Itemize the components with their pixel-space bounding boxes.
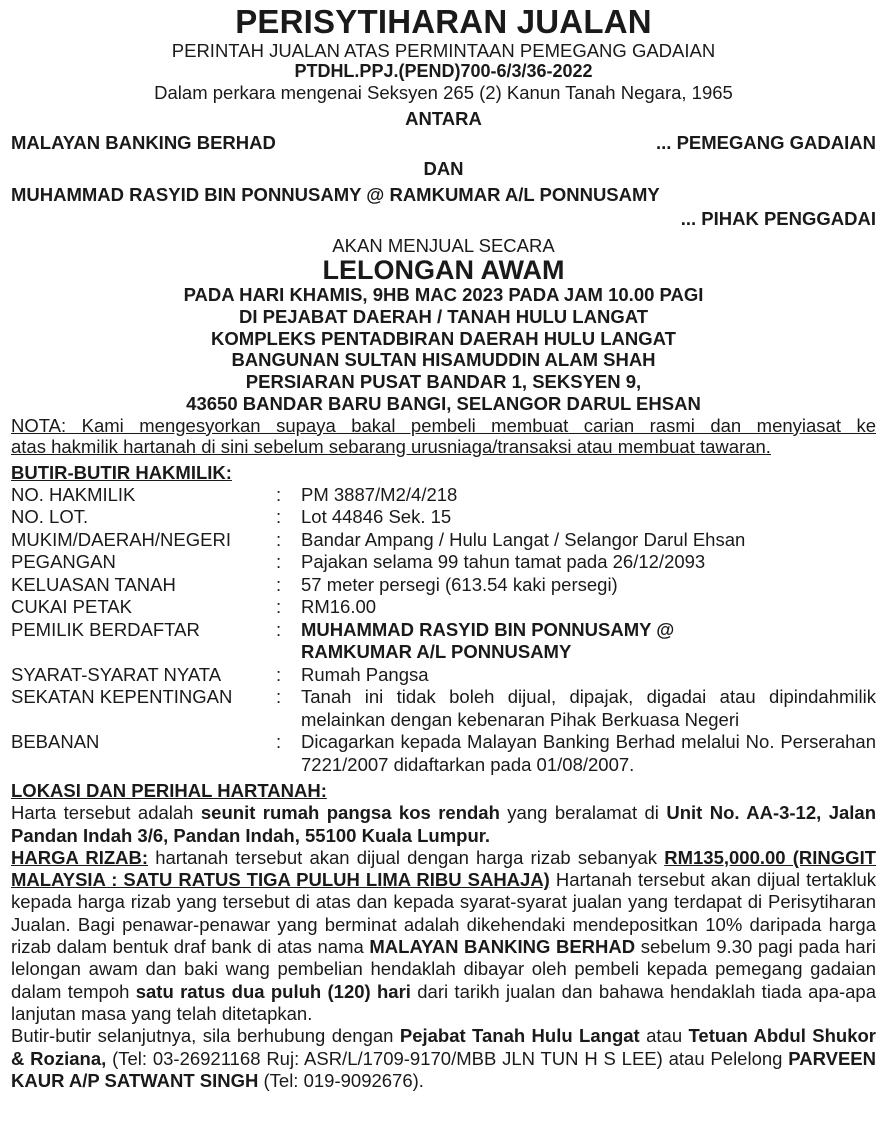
title-details-table	[11, 484, 876, 777]
note-line: NOTA: Kami mengesyorkan supaya bakal pembeli membuat carian rasmi dan menyiasat ke	[11, 414, 876, 436]
detail-colon: :	[276, 551, 282, 573]
auction-title: LELONGAN AWAM	[322, 255, 565, 285]
detail-row	[11, 619, 876, 664]
detail-row	[11, 484, 876, 507]
reserve-text: sebelum 9.30 pagi pada hari lelongan awam dan baki wang pembelian hendaklah dibayar oleh pembeli kepada pemegang gadaian dalam tempoh	[11, 936, 876, 1002]
detail-row	[11, 529, 876, 552]
contact-paragraph	[11, 1025, 876, 1092]
reserve-price-label: HARGA RIZAB:	[11, 846, 149, 868]
detail-row	[11, 506, 876, 529]
chargor-name: MUHAMMAD RASYID BIN PONNUSAMY @ RAMKUMAR A/L PONNUSAMY	[11, 184, 660, 205]
contact-text: Butir-butir selanjutnya, sila berhubung dengan	[11, 1025, 400, 1047]
deposit-payee: MALAYAN BANKING BERHAD	[369, 936, 636, 958]
venue-line: PERSIARAN PUSAT BANDAR 1, SEKSYEN 9,	[245, 371, 642, 393]
detail-label: NO. LOT.	[11, 506, 89, 528]
solicitor-firm: Tetuan Abdul Shukor & Roziana,	[11, 1025, 876, 1069]
detail-label: PEGANGAN	[11, 551, 116, 573]
detail-colon: :	[276, 573, 282, 595]
chargee-name: MALAYAN BANKING BERHAD	[11, 132, 276, 153]
detail-value: RM16.00	[301, 596, 377, 618]
detail-value: PM 3887/M2/4/218	[301, 483, 458, 505]
detail-label: SYARAT-SYARAT NYATA	[11, 663, 222, 685]
sell-line: AKAN MENJUAL SECARA	[332, 235, 555, 256]
detail-label: MUKIM/DAERAH/NEGERI	[11, 528, 231, 550]
property-address: Unit No. AA-3-12, Jalan Pandan Indah 3/6, Pandan Indah, 55100 Kuala Lumpur.	[11, 802, 876, 846]
chargee-row	[11, 131, 876, 155]
note	[11, 415, 876, 457]
detail-label: NO. HAKMILIK	[11, 483, 136, 505]
reference-number: PTDHL.PPJ.(PEND)700-6/3/36-2022	[294, 61, 593, 81]
detail-label: CUKAI PETAK	[11, 596, 132, 618]
property-type: seunit rumah pangsa kos rendah	[200, 802, 500, 824]
venue-line: KOMPLEKS PENTADBIRAN DAERAH HULU LANGAT	[211, 327, 676, 349]
detail-row	[11, 664, 876, 687]
detail-row	[11, 574, 876, 597]
reserve-text: hartanah tersebut akan dijual dengan harga rizab sebanyak	[148, 846, 665, 868]
venue-line: DI PEJABAT DAERAH / TANAH HULU LANGAT	[238, 305, 649, 327]
detail-colon: :	[276, 528, 282, 550]
detail-label: KELUASAN TANAH	[11, 573, 176, 595]
owner-line: MUHAMMAD RASYID BIN PONNUSAMY @	[301, 618, 675, 640]
detail-row	[11, 596, 876, 619]
reserve-price-paragraph	[11, 847, 876, 1025]
registered-owner-value	[301, 619, 876, 664]
location-paragraph	[11, 802, 876, 847]
detail-label: BEBANAN	[11, 731, 100, 753]
venue-line: 43650 BANDAR BARU BANGI, SELANGOR DARUL EHSAN	[186, 392, 701, 414]
detail-colon: :	[276, 506, 282, 528]
location-text: Harta tersebut adalah	[11, 802, 201, 824]
antara-label: ANTARA	[405, 108, 482, 129]
act-reference: Dalam perkara mengenai Seksyen 265 (2) Kanun Tanah Negara, 1965	[154, 82, 733, 103]
detail-colon: :	[276, 731, 282, 753]
detail-colon: :	[276, 483, 282, 505]
detail-row	[11, 731, 876, 776]
reserve-text: dari tarikh jualan dan bahawa hendaklah tiada apa-apa lanjutan masa yang telah ditetapkan.	[11, 980, 877, 1024]
auctioneer-name: PARVEEN KAUR A/P SATWANT SINGH	[11, 1047, 876, 1091]
contact-text: atau	[639, 1025, 689, 1047]
notice-title: PERISYTIHARAN JUALAN	[235, 3, 652, 40]
reserve-text: Hartanah tersebut akan dijual tertakluk kepada harga rizab yang tersebut di atas dan kepada syarat-syarat jualan yang terdapat di Perisytiharan Jualan. Bagi penawar-penawar yang berminat adalah dikehendaki mendepositkan 10% daripada harga rizab dalam bentuk draf bank di atas nama	[11, 869, 876, 958]
auction-venue	[11, 284, 876, 415]
contact-text: (Tel: 019-9092676).	[258, 1069, 424, 1091]
detail-value: Pajakan selama 99 tahun tamat pada 26/12/2093	[301, 551, 706, 573]
location-heading: LOKASI DAN PERIHAL HARTANAH:	[11, 780, 327, 802]
venue-line: BANGUNAN SULTAN HISAMUDDIN ALAM SHAH	[231, 349, 656, 371]
chargor-role: ... PIHAK PENGGADAI	[680, 208, 876, 229]
detail-colon: :	[276, 686, 282, 708]
detail-value: Bandar Ampang / Hulu Langat / Selangor Darul Ehsan	[301, 528, 746, 550]
payment-period: satu ratus dua puluh (120) hari	[135, 980, 411, 1002]
detail-value: Dicagarkan kepada Malayan Banking Berhad melalui No. Perserahan 7221/2007 didaftarkan pada 01/08/2007.	[301, 731, 876, 775]
detail-row	[11, 686, 876, 731]
detail-label: SEKATAN KEPENTINGAN	[11, 686, 233, 708]
detail-label: PEMILIK BERDAFTAR	[11, 618, 200, 640]
detail-value: 57 meter persegi (613.54 kaki persegi)	[301, 573, 618, 595]
venue-line: PADA HARI KHAMIS, 9HB MAC 2023 PADA JAM 10.00 PAGI	[183, 284, 704, 305]
detail-colon: :	[276, 596, 282, 618]
detail-colon: :	[276, 663, 282, 685]
title-details-heading: BUTIR-BUTIR HAKMILIK:	[11, 461, 232, 483]
owner-line: RAMKUMAR A/L PONNUSAMY	[301, 641, 572, 663]
detail-row	[11, 551, 876, 574]
contact-text: (Tel: 03-26921168 Ruj: ASR/L/1709-9170/MBB JLN TUN H S LEE) atau Pelelong	[106, 1047, 789, 1069]
location-text: yang beralamat di	[499, 802, 667, 824]
reserve-price-amount: RM135,000.00 (RINGGIT MALAYSIA : SATU RATUS TIGA PULUH LIMA RIBU SAHAJA)	[11, 846, 877, 891]
chargee-role: ... PEMEGANG GADAIAN	[656, 132, 876, 153]
dan-label: DAN	[423, 158, 464, 179]
detail-value: Rumah Pangsa	[301, 663, 429, 685]
note-line: atas hakmilik hartanah di sini sebelum sebarang urusniaga/transaksi atau membuat tawaran.	[11, 435, 771, 457]
detail-colon: :	[276, 618, 282, 640]
detail-value: Lot 44846 Sek. 15	[301, 506, 452, 528]
land-office: Pejabat Tanah Hulu Langat	[399, 1025, 640, 1047]
notice-subtitle: PERINTAH JUALAN ATAS PERMINTAAN PEMEGANG GADAIAN	[171, 40, 716, 61]
detail-value: Tanah ini tidak boleh dijual, dipajak, digadai atau dipindahmilik melainkan dengan kebenaran Pihak Berkuasa Negeri	[301, 686, 876, 730]
